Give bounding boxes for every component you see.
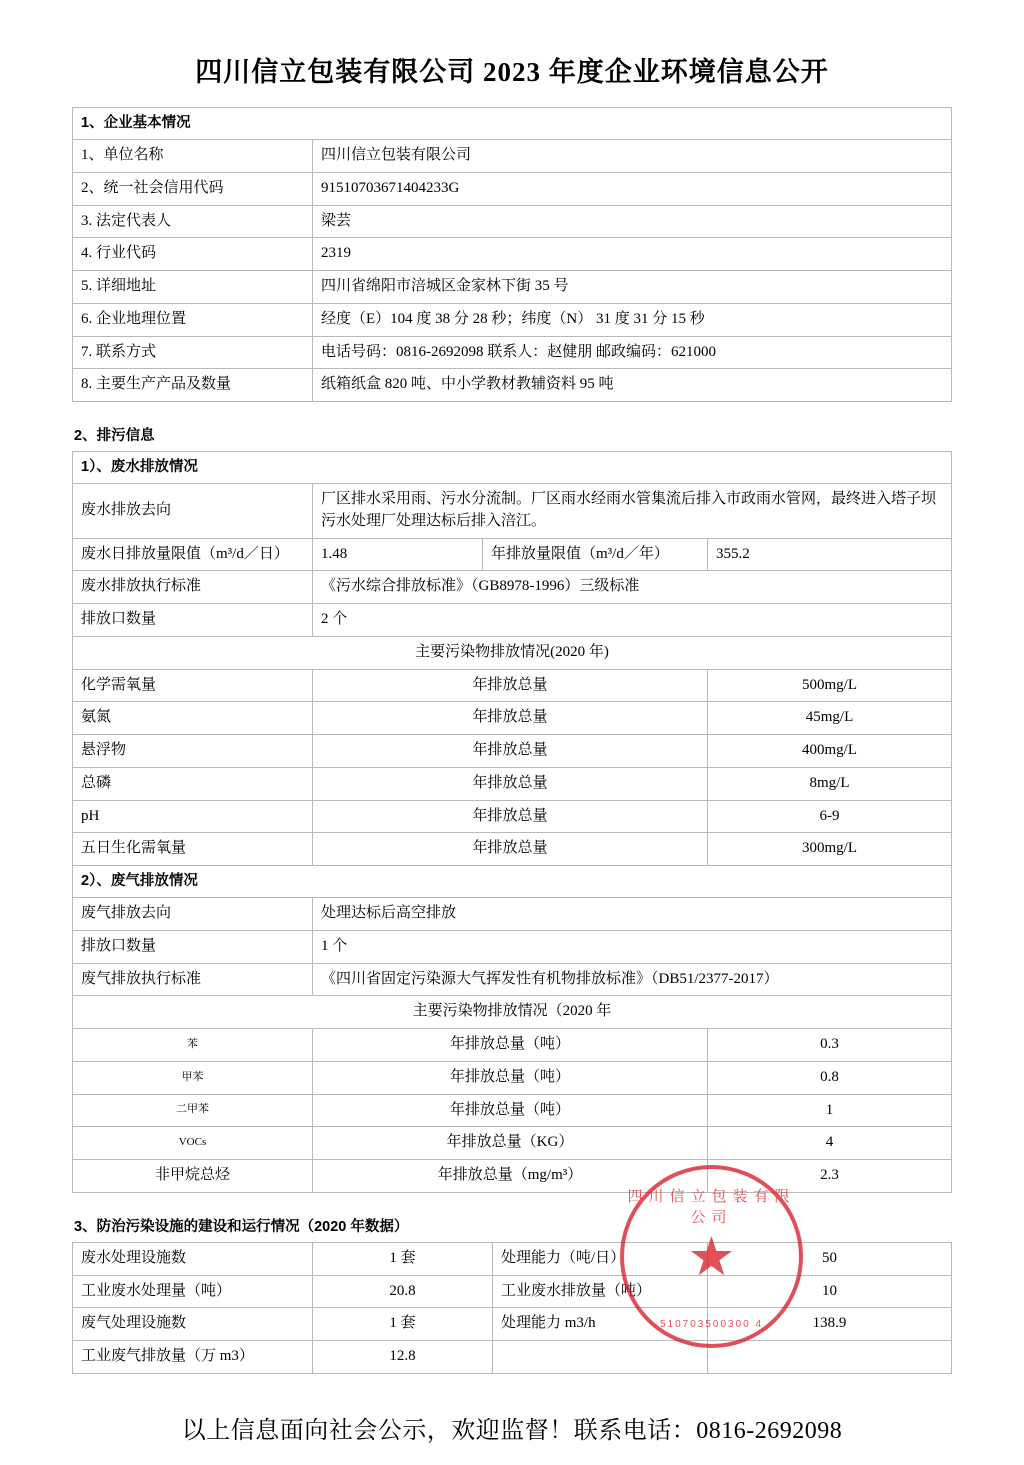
row-value: 梁芸	[313, 205, 952, 238]
pollutant-value: 45mg/L	[708, 702, 952, 735]
pollutant-metric: 年排放总量（KG）	[313, 1127, 708, 1160]
row-value: 2 个	[313, 604, 952, 637]
table-row	[73, 735, 952, 768]
table-row	[73, 538, 952, 571]
row-value: 四川省绵阳市涪城区金家林下街 35 号	[313, 271, 952, 304]
pollutant-value: 0.8	[708, 1061, 952, 1094]
pollutant-name: 化学需氧量	[73, 669, 313, 702]
row-value: 1 个	[313, 930, 952, 963]
table-row	[73, 571, 952, 604]
row-label: 5. 详细地址	[73, 271, 313, 304]
row-label: 废水排放去向	[73, 484, 313, 539]
row-value: 经度（E）104 度 38 分 28 秒；纬度（N） 31 度 31 分 15 秒	[313, 303, 952, 336]
row-value: 电话号码：0816-2692098 联系人：赵健朋 邮政编码：621000	[313, 336, 952, 369]
table-row	[73, 1160, 952, 1193]
row-label: 7. 联系方式	[73, 336, 313, 369]
section1-table	[72, 107, 952, 402]
row-value: 厂区排水采用雨、污水分流制。厂区雨水经雨水管集流后排入市政雨水管网，最终进入塔子坝污水处理厂处理达标后排入涪江。	[313, 484, 952, 539]
row-label: 废气处理设施数	[73, 1308, 313, 1341]
table-row	[73, 604, 952, 637]
row-label: 排放口数量	[73, 930, 313, 963]
pollutant-value: 2.3	[708, 1160, 952, 1193]
table-row	[73, 800, 952, 833]
table-row	[73, 303, 952, 336]
section2-heading: 2、排污信息	[74, 428, 155, 445]
row-value: 91510703671404233G	[313, 172, 952, 205]
pollutant-value: 400mg/L	[708, 735, 952, 768]
section3-table	[72, 1242, 952, 1374]
row-value: 2319	[313, 238, 952, 271]
row-value: 10	[708, 1275, 952, 1308]
section1-heading: 1、企业基本情况	[73, 108, 952, 140]
table-row	[73, 1341, 952, 1374]
wastegas-pollutant-title-row	[73, 996, 952, 1029]
table-row	[73, 1242, 952, 1275]
seal-code: 510703500300 4	[659, 1319, 764, 1330]
row-label: 废水排放执行标准	[73, 571, 313, 604]
pollutant-metric: 年排放总量	[313, 767, 708, 800]
row-label	[493, 1341, 708, 1374]
row-value: 1 套	[313, 1308, 493, 1341]
pollutant-metric: 年排放总量	[313, 800, 708, 833]
pollutant-metric: 年排放总量（吨）	[313, 1029, 708, 1062]
pollutant-name: 甲苯	[73, 1061, 313, 1094]
row-label: 工业废水排放量（吨）	[493, 1275, 708, 1308]
row-value: 纸箱纸盒 820 吨、中小学教材教辅资料 95 吨	[313, 369, 952, 402]
seal-company-name: 四川信立包装有限公司	[627, 1188, 796, 1226]
row-value: 138.9	[708, 1308, 952, 1341]
pollutant-name: 苯	[73, 1029, 313, 1062]
wastegas-heading-row	[73, 866, 952, 898]
pollutant-name: 非甲烷总烃	[73, 1160, 313, 1193]
row-label: 废气排放执行标准	[73, 963, 313, 996]
pollutant-value: 1	[708, 1094, 952, 1127]
table-row	[73, 172, 952, 205]
pollutant-value: 8mg/L	[708, 767, 952, 800]
section3-heading: 3、防治污染设施的建设和运行情况（2020 年数据）	[74, 1218, 409, 1235]
star-icon: ★	[687, 1226, 736, 1287]
table-row	[73, 1308, 952, 1341]
table-row	[73, 767, 952, 800]
pollutant-value: 0.3	[708, 1029, 952, 1062]
table-row	[73, 669, 952, 702]
table-row	[73, 833, 952, 866]
row-label: 废气排放去向	[73, 898, 313, 931]
table-row	[73, 930, 952, 963]
row-label: 年排放量限值（m³/d／年）	[483, 538, 708, 571]
row-label: 废水处理设施数	[73, 1242, 313, 1275]
section1-heading-row	[73, 108, 952, 140]
wastegas-pollutant-title: 主要污染物排放情况（2020 年	[73, 996, 952, 1029]
row-value: 355.2	[708, 538, 952, 571]
pollutant-name: 总磷	[73, 767, 313, 800]
row-label: 处理能力（吨/日）	[493, 1242, 708, 1275]
row-value: 12.8	[313, 1341, 493, 1374]
pollutant-name: 氨氮	[73, 702, 313, 735]
row-label: 4. 行业代码	[73, 238, 313, 271]
row-value: 20.8	[313, 1275, 493, 1308]
table-row	[73, 238, 952, 271]
wastegas-heading: 2）、废气排放情况	[73, 866, 952, 898]
table-row	[73, 898, 952, 931]
pollutant-name: 二甲苯	[73, 1094, 313, 1127]
row-value: 1.48	[313, 538, 483, 571]
wastewater-pollutant-title-row	[73, 636, 952, 669]
row-label: 工业废水处理量（吨）	[73, 1275, 313, 1308]
row-value	[708, 1341, 952, 1374]
row-label: 废水日排放量限值（m³/d／日）	[73, 538, 313, 571]
pollutant-name: pH	[73, 800, 313, 833]
table-row	[73, 1275, 952, 1308]
row-value: 四川信立包装有限公司	[313, 140, 952, 173]
table-row	[73, 1127, 952, 1160]
row-label: 3. 法定代表人	[73, 205, 313, 238]
wastewater-heading: 1）、废水排放情况	[73, 452, 952, 484]
pollutant-metric: 年排放总量（吨）	[313, 1094, 708, 1127]
row-label: 2、统一社会信用代码	[73, 172, 313, 205]
row-value: 50	[708, 1242, 952, 1275]
pollutant-metric: 年排放总量（吨）	[313, 1061, 708, 1094]
row-value: 1 套	[313, 1242, 493, 1275]
table-row	[73, 1029, 952, 1062]
table-row	[73, 140, 952, 173]
row-label: 1、单位名称	[73, 140, 313, 173]
row-value: 《四川省固定污染源大气挥发性有机物排放标准》（DB51/2377-2017）	[313, 963, 952, 996]
wastewater-table	[72, 451, 952, 1193]
pollutant-value: 6-9	[708, 800, 952, 833]
pollutant-metric: 年排放总量	[313, 833, 708, 866]
table-row	[73, 369, 952, 402]
pollutant-value: 4	[708, 1127, 952, 1160]
table-row	[73, 1061, 952, 1094]
page-title: 四川信立包装有限公司 2023 年度企业环境信息公开	[195, 57, 829, 87]
footer-note: 以上信息面向社会公示，欢迎监督！联系电话：0816-2692098	[181, 1417, 843, 1444]
pollutant-value: 300mg/L	[708, 833, 952, 866]
wastewater-heading-row	[73, 452, 952, 484]
pollutant-value: 500mg/L	[708, 669, 952, 702]
row-label: 排放口数量	[73, 604, 313, 637]
pollutant-name: 悬浮物	[73, 735, 313, 768]
table-row	[73, 271, 952, 304]
table-row	[73, 702, 952, 735]
table-row	[73, 205, 952, 238]
pollutant-metric: 年排放总量	[313, 735, 708, 768]
pollutant-name: VOCs	[73, 1127, 313, 1160]
table-row	[73, 484, 952, 539]
table-row	[73, 963, 952, 996]
row-label: 处理能力 m3/h	[493, 1308, 708, 1341]
row-label: 8. 主要生产产品及数量	[73, 369, 313, 402]
table-row	[73, 1094, 952, 1127]
row-value: 处理达标后高空排放	[313, 898, 952, 931]
pollutant-name: 五日生化需氧量	[73, 833, 313, 866]
row-label: 工业废气排放量（万 m3）	[73, 1341, 313, 1374]
row-value: 《污水综合排放标准》（GB8978-1996）三级标准	[313, 571, 952, 604]
pollutant-metric: 年排放总量	[313, 669, 708, 702]
pollutant-metric: 年排放总量	[313, 702, 708, 735]
row-label: 6. 企业地理位置	[73, 303, 313, 336]
wastewater-pollutant-title: 主要污染物排放情况(2020 年)	[73, 636, 952, 669]
pollutant-metric: 年排放总量（mg/m³）	[313, 1160, 708, 1193]
table-row	[73, 336, 952, 369]
